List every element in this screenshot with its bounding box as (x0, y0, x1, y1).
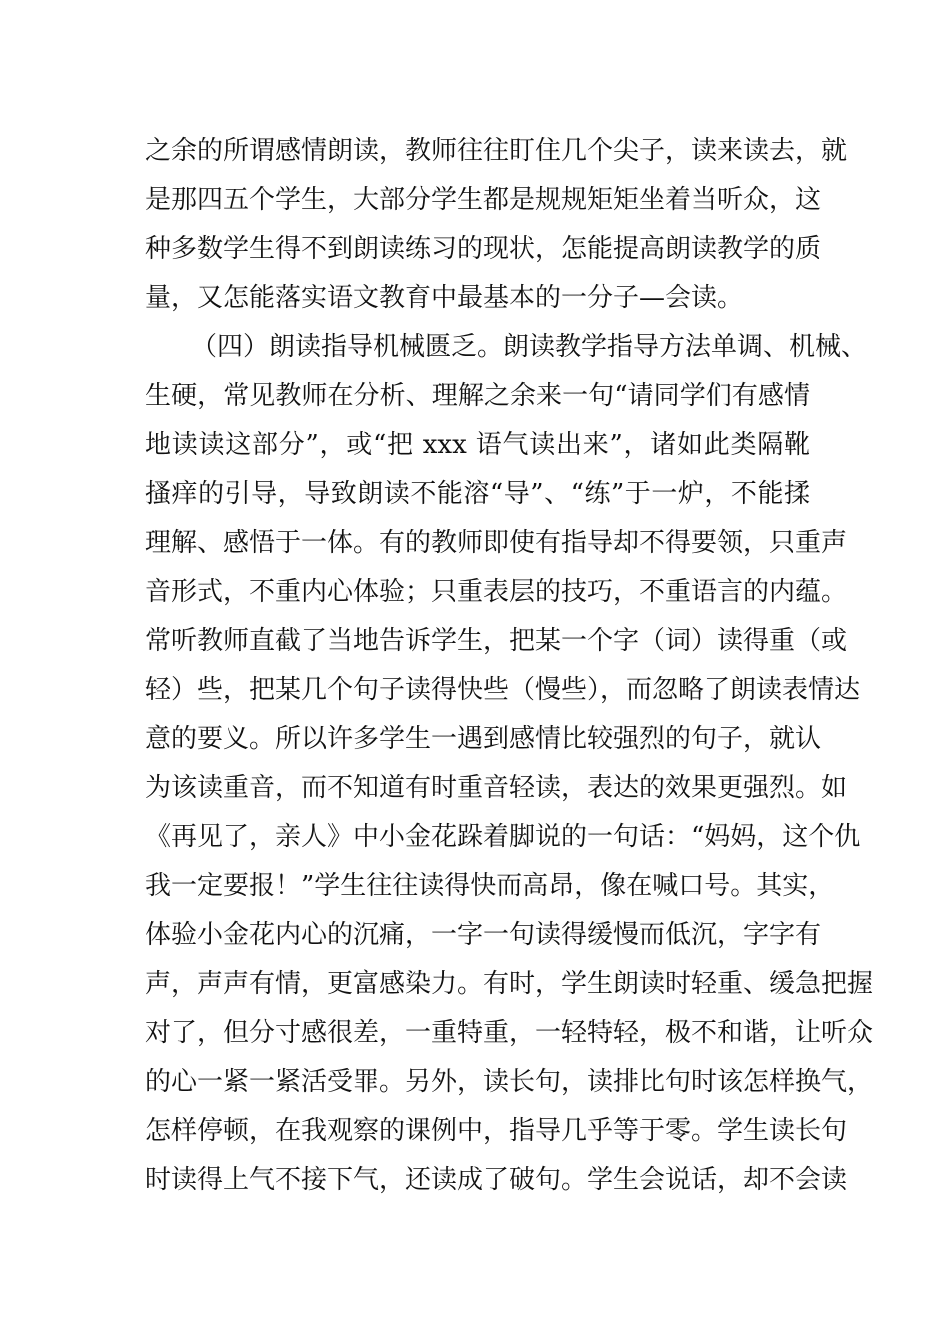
text-line: 生硬，常见教师在分析、理解之余来一句“请同学们有感情 (145, 381, 810, 411)
text-line: 怎样停顿，在我观察的课例中，指导几乎等于零。学生读长句 (145, 1116, 848, 1146)
text-line: 常听教师直截了当地告诉学生，把某一个字（词）读得重（或 (145, 626, 848, 656)
text-line: 种多数学生得不到朗读练习的现状，怎能提高朗读教学的质 (145, 234, 822, 264)
text-line: 时读得上气不接下气，还读成了破句。学生会说话，却不会读 (145, 1165, 848, 1195)
text-line: 之余的所谓感情朗读，教师往往盯住几个尖子，读来读去，就 (145, 136, 848, 166)
text-line: 量，又怎能落实语文教育中最基本的一分子—会读。 (145, 283, 744, 313)
text-line: 的心一紧一紧活受罪。另外，读长句，读排比句时该怎样换气， (145, 1067, 874, 1097)
body-text (145, 127, 874, 1205)
text-line: 意的要义。所以许多学生一遇到感情比较强烈的句子，就认 (145, 724, 822, 754)
text-line: 音形式，不重内心体验；只重表层的技巧，不重语言的内蕴。 (145, 577, 848, 607)
text-line: 为该读重音，而不知道有时重音轻读，表达的效果更强烈。如 (145, 773, 848, 803)
paragraph-reading-guidance (145, 323, 874, 1205)
text-line: 是那四五个学生，大部分学生都是规规矩矩坐着当听众，这 (145, 185, 822, 215)
paragraph-continuation (145, 127, 848, 323)
text-line: 我一定要报！”学生往往读得快而高昂，像在喊口号。其实， (145, 871, 835, 901)
text-line: 《再见了，亲人》中小金花跺着脚说的一句话：“妈妈，这个仇 (145, 822, 861, 852)
text-line: 地读读这部分”，或“把 xxx 语气读出来”，诸如此类隔靴 (145, 430, 810, 460)
text-line: 声，声声有情，更富感染力。有时，学生朗读时轻重、缓急把握 (145, 969, 874, 999)
text-line: 体验小金花内心的沉痛，一字一句读得缓慢而低沉，字字有 (145, 920, 822, 950)
text-line: 搔痒的引导，导致朗读不能溶“导”、“练”于一炉，不能揉 (145, 479, 810, 509)
text-line: 理解、感悟于一体。有的教师即使有指导却不得要领，只重声 (145, 528, 848, 558)
text-line: 对了，但分寸感很差，一重特重，一轻特轻，极不和谐，让听众 (145, 1018, 874, 1048)
section-heading-line: （四）朗读指导机械匮乏。朗读教学指导方法单调、机械、 (191, 332, 868, 362)
text-line: 轻）些，把某几个句子读得快些（慢些），而忽略了朗读表情达 (145, 675, 861, 705)
